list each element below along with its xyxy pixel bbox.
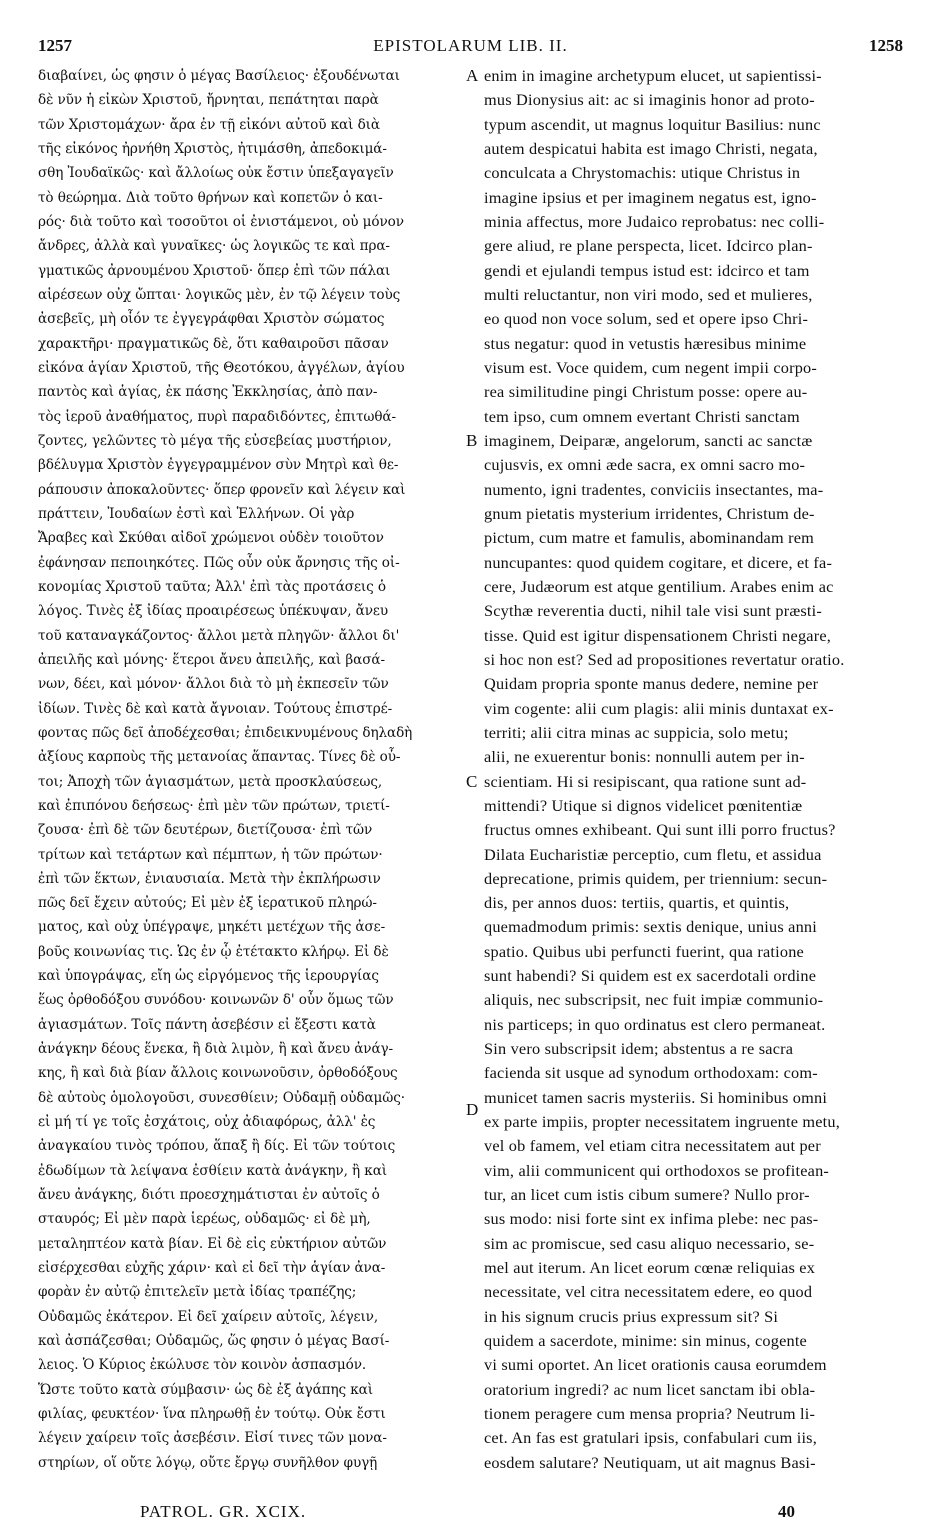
latin-text-line: tisse. Quid est igitur dispensationem Christi negare,	[484, 625, 832, 645]
footer-sheet-number: 40	[778, 1502, 795, 1521]
greek-text-line: ζουσα· ἐπὶ δὲ τῶν δευτέρων, διετίζουσα· ἐπὶ τῶν	[38, 822, 373, 839]
latin-text-line: vim, alii communicent qui orthodoxos se profitean-	[484, 1160, 830, 1180]
greek-text-line: λόγος. Τινὲς ἐξ ἰδίας προαιρέσεως ὑπέκυψαν, ἄνευ	[38, 603, 389, 620]
latin-text-line: tionem peragere cum mensa propria? Neutrum li-	[484, 1404, 816, 1424]
latin-text-line: territi; alii citra minas ac suppicia, solo metu;	[484, 722, 789, 742]
greek-text-line: καὶ ἀσπάζεσθαι; Οὐδαμῶς, ὥς φησιν ὁ μέγας Βασί-	[38, 1333, 390, 1350]
greek-text-line: κονομίας Χριστοῦ ταῦτα; Ἀλλ' ἐπὶ τὰς προτάσεις ὁ	[38, 578, 386, 595]
greek-text-line: τὸς ἱεροῦ ἀναθήματος, πυρὶ παραδιδόντες, ἐπιτωθά-	[38, 408, 397, 425]
greek-text-line: ἀναγκαίου τινὸς τρόπου, ἅπαξ ἢ δίς. Εἰ τῶν τούτοις	[38, 1138, 396, 1155]
greek-text-line: ἄνευ ἀνάγκης, διότι προεσχημάτισται ἐν αὐτοῖς ὁ	[38, 1187, 380, 1204]
latin-text-line: eo quod non voce solum, sed et opere ipso Chri-	[484, 309, 809, 329]
margin-letter-b: B	[466, 431, 478, 450]
latin-text-line: enim in imagine archetypum elucet, ut sapientissi-	[484, 66, 822, 85]
latin-text-line: vel ob famem, vel etiam citra necessitatem aut per	[484, 1136, 821, 1156]
latin-text-line: minia affectus, more Judaico reprobatus: nec colli-	[484, 211, 825, 231]
latin-text-line: stus negatur: quod in vetustis hæresibus minime	[484, 333, 807, 353]
greek-text-line: φιλίας, φευκτέον· ἵνα πληρωθῇ ἐν τούτῳ. Οὐκ ἔστι	[38, 1406, 386, 1423]
greek-text-line: μεταληπτέον κατὰ βίαν. Εἰ δὲ εἰς εὐκτήριον αὐτῶν	[38, 1235, 387, 1252]
latin-text-line: Quidam propria sponte manus dedere, nemine per	[484, 674, 819, 694]
latin-text-line: Sin vero subscripsit idem; abstentus a re sacra	[484, 1039, 794, 1059]
footer-signature: PATROL. GR. XCIX.	[140, 1502, 307, 1521]
greek-text-line: Ἄραβες καὶ Σκύθαι αἰδοῖ χρώμενοι οὐδὲν τοιοῦτον	[38, 530, 384, 547]
greek-text-line: ἀξίους καρποὺς τῆς μετανοίας ἅπαντας. Τίνες δὲ οὗ-	[38, 749, 401, 766]
latin-text-line: imaginem, Deiparæ, angelorum, sancti ac sanctæ	[484, 430, 813, 450]
greek-text-line: διαβαίνει, ὡς φησιν ὁ μέγας Βασίλειος· ἐξουδένωται	[38, 68, 400, 84]
latin-text-line: necessitate, vel citra necessitatem edere, eo quod	[484, 1282, 813, 1302]
greek-text-line: καὶ ὑπογράψας, εἴη ὡς εἰργόμενος τῆς ἱερουργίας	[38, 968, 379, 985]
latin-text-line: ex parte impiis, propter necessitatem ingruente metu,	[484, 1112, 841, 1132]
margin-letter-c: C	[466, 772, 478, 791]
latin-text-line: numento, igni tradentes, conviciis insectantes, ma-	[484, 479, 824, 499]
greek-text-line: ἐδωδίμων τὰ λείψανα ἐσθίειν κατὰ ἀνάγκην, ἢ καὶ	[38, 1162, 388, 1179]
latin-text-line: cujusvis, ex omni æde sacra, ex omni sacro mo-	[484, 455, 806, 475]
greek-text-line: φοντας πῶς δεῖ ἀποδέχεσθαι; ἐπιδεικνυμένους δηλαδὴ	[38, 724, 413, 741]
greek-text-line: ἀσεβεῖς, μὴ οἷόν τε ἐγγεγράφθαι Χριστὸν σώματος	[38, 311, 385, 328]
latin-text-line: dis, per annos duos: tertiis, quartis, et quintis,	[484, 893, 790, 913]
latin-text-line: sunt habendi? Si quidem est ex sacerdotali ordine	[484, 966, 817, 986]
page-footer	[0, 1502, 941, 1526]
latin-text-line: oratorium ingredi? ac num licet sanctam ibi obla-	[484, 1379, 816, 1399]
greek-text-line: σθη Ἰουδαϊκῶς· καὶ ἄλλοίως οὐκ ἔστιν ὑπεξαγαγεῖν	[38, 165, 394, 182]
latin-text-line: visum est. Voce quidem, cum negent impii corpo-	[484, 357, 818, 377]
latin-column	[484, 64, 904, 1475]
latin-text-line: imagine ipsius et per imaginem negatus est, igno-	[484, 187, 817, 207]
greek-text-line: χαρακτῆρι· πραγματικῶς δὲ, ὅτι καθαιροῦσι πᾶσαν	[38, 335, 389, 352]
greek-text-line: Οὐδαμῶς ἑκάτερον. Εἰ δεῖ χαίρειν αὐτοῖς, λέγειν,	[38, 1308, 379, 1325]
greek-text-line: ἐπὶ τῶν ἕκτων, ἐνιαυσιαία. Μετὰ τὴν ἐκπλήρωσιν	[38, 870, 381, 887]
latin-text-line: deprecatione, primis quidem, per triennium: secun-	[484, 868, 828, 888]
greek-text-line: παντὸς καὶ ἁγίας, ἐκ πάσης Ἐκκλησίας, ἀπὸ παν-	[38, 384, 378, 401]
latin-text-line: gnum pietatis mysterium irridentes, Christum de-	[484, 503, 815, 523]
latin-text-line: nuncupantes: quod quidem cogitare, et dicere, et fa-	[484, 552, 833, 572]
greek-text-line: τοῦ καταναγκάζοντος· ἄλλοι μετὰ πληγῶν· ἄλλοι δι'	[38, 627, 400, 644]
greek-text-line: κης, ἢ καὶ διὰ βίαν ἄλλοις κοινωνοῦσιν, ὀρθοδόξους	[38, 1065, 398, 1082]
latin-text-line: gere aliud, re plane perspecta, licet. Idcirco plan-	[484, 236, 813, 256]
greek-text-line: βδέλυγμα Χριστὸν ἐγγεγραμμένον σὺν Μητρὶ καὶ θε-	[38, 457, 399, 474]
latin-text-line: spatio. Quibus ubi perfuncti fuerint, qua ratione	[484, 941, 804, 961]
greek-text-line: ἀπειλῆς καὶ μόνης· ἕτεροι ἄνευ ἀπειλῆς, καὶ βασά-	[38, 651, 385, 668]
greek-text-line: τῶν Χριστομάχων· ἄρα ἐν τῇ εἰκόνι αὐτοῦ καὶ διὰ	[38, 116, 380, 133]
greek-text-line: τρίτων καὶ τετάρτων καὶ πέμπτων, ἡ τῶν πρώτων·	[38, 846, 383, 863]
latin-text-line: vim cogente: alii cum plagis: alii minis duntaxat ex-	[484, 698, 834, 718]
latin-text-line: mittendi? Utique si dignos videlicet pœnitentiæ	[484, 795, 803, 815]
latin-text-line: facienda sit usque ad synodum orthodoxam: com-	[484, 1063, 818, 1083]
latin-text-line: Dilata Eucharistiæ perceptio, cum fletu, et assidua	[484, 844, 822, 864]
greek-column	[38, 64, 456, 1475]
greek-text-line: εἰ μή τί γε τοῖς ἐσχάτοις, οὐχ ἀδιαφόρως, ἀλλ' ἐς	[38, 1114, 376, 1131]
greek-text-line: σταυρός; Εἰ μὲν παρὰ ἱερέως, οὐδαμῶς· εἰ δὲ μὴ,	[38, 1211, 371, 1228]
latin-text-line: cere, Judæorum est atque gentilium. Arabes enim ac	[484, 576, 834, 596]
greek-text-line: εἰκόνα ἁγίαν Χριστοῦ, τῆς Θεοτόκου, ἀγγέλων, ἁγίου	[38, 359, 405, 376]
greek-text-line: βοῦς κοινωνίας τις. Ὡς ἐν ᾧ ἐτέτακτο κλήρῳ. Εἰ δὲ	[38, 943, 389, 960]
greek-text-line: καὶ ἐπιπόνου δεήσεως· ἐπὶ μὲν τῶν πρώτων, τριετί-	[38, 797, 390, 814]
latin-text-line: quidem a sacerdote, minime: sin minus, cogente	[484, 1331, 807, 1351]
greek-text-line: λέγειν χαίρειν τοῖς ἀσεβέσιν. Εἰσί τινες τῶν μονα-	[38, 1430, 387, 1447]
greek-text-line: τῆς εἰκόνος ἠρνήθη Χριστὸς, ἠτιμάσθη, ἀπεδοκιμά-	[38, 140, 387, 157]
greek-text-line: ρός· διὰ τοῦτο καὶ τοσοῦτοι οἱ ἐνιστάμενοι, οὐ μόνον	[38, 213, 404, 230]
latin-text-line: autem despicatui habita est imago Christi, negata,	[484, 138, 818, 158]
latin-text-line: municet tamen sacris mysteriis. Si hominibus omni	[484, 1087, 828, 1107]
greek-text-line: νων, δέει, καὶ μόνον· ἄλλοι διὰ τὸ μὴ ἐκπεσεῖν τῶν	[38, 676, 389, 693]
greek-text-line: δὲ νῦν ἡ εἰκὼν Χριστοῦ, ἤρνηται, πεπάτηται παρὰ	[38, 92, 379, 109]
latin-text-line: mus Dionysius ait: ac si imaginis honor ad proto-	[484, 90, 815, 110]
latin-text-line: sus modo: nisi forte sint ex infima plebe: nec pas-	[484, 1209, 819, 1229]
margin-letter-d: D	[466, 1100, 479, 1119]
latin-text-line: eosdem salutare? Neutiquam, ut ait magnus Basi-	[484, 1452, 816, 1472]
latin-text-line: si hoc non est? Sed ad propositiones revertatur oratio.	[484, 649, 845, 669]
latin-text-line: rea similitudine pingi Christum posse: opere au-	[484, 382, 808, 402]
greek-text-line: ἄνδρες, ἀλλὰ καὶ γυναῖκες· ὡς λογικῶς τε καὶ πρα-	[38, 238, 390, 255]
latin-text-line: in his signum crucis prius expressum sit? Si	[484, 1306, 779, 1326]
greek-text-line: ράπουσιν ἀποκαλοῦντες· ὅπερ φρονεῖν καὶ λέγειν καὶ	[38, 481, 406, 498]
latin-text-line: quemadmodum primis: sextis denique, unius anni	[484, 917, 817, 937]
greek-text-line: εἰσέρχεσθαι εὐχῆς χάριν· καὶ εἰ δεῖ τὴν ἁγίαν ἀνα-	[38, 1260, 386, 1277]
greek-text-line: πῶς δεῖ ἔχειν αὐτούς; Εἰ μὲν ἐξ ἱερατικοῦ πληρώ-	[38, 895, 377, 912]
latin-text-line: alii, ne exuerentur bonis: nonnulli autem per in-	[484, 747, 805, 767]
greek-text-line: Ὥστε τοῦτο κατὰ σύμβασιν· ὡς δὲ ἐξ ἀγάπης καὶ	[38, 1381, 373, 1398]
running-title: EPISTOLARUM LIB. II.	[373, 36, 568, 55]
greek-text-line: λειος. Ὁ Κύριος ἐκώλυσε τὸν κοινὸν ἀσπασμόν.	[38, 1357, 367, 1374]
latin-text-line: pictum, cum matre et famulis, abominandam rem	[484, 528, 815, 548]
latin-text-line: sim ac promiscue, sed casu aliquo necessario, se-	[484, 1233, 815, 1253]
latin-text-line: mel aut iterum. An licet eorum cœnæ reliquias ex	[484, 1258, 816, 1278]
latin-text-line: scientiam. Hi si resipiscant, qua ratione sunt ad-	[484, 771, 807, 791]
latin-text-line: gendi et ejulandi tempus istud est: idcirco et tam	[484, 260, 810, 280]
page-number-left: 1257	[38, 36, 72, 55]
latin-text-line: Scythæ reverentia ducti, nihil tale visi sunt præsti-	[484, 601, 822, 621]
greek-text-line: γματικῶς ἀρνουμένου Χριστοῦ· ὅπερ ἐπὶ τῶν πάλαι	[38, 262, 391, 279]
greek-text-line: ἐφάνησαν πεποιηκότες. Πῶς οὖν οὐκ ἄρνησις τῆς οἰ-	[38, 554, 400, 571]
greek-text-line: τοι; Ἀποχὴ τῶν ἁγιασμάτων, μετὰ προσκλαύσεως,	[38, 773, 383, 790]
latin-text-line: typum ascendit, ut magnus loquitur Basilius: nunc	[484, 114, 821, 134]
margin-letter-a: A	[466, 66, 479, 85]
greek-text-line: δὲ αὐτοὺς ὁμολογοῦσι, συνεσθίειν; Οὐδαμῇ οὐδαμῶς·	[38, 1089, 405, 1106]
latin-text-line: nis particeps; in quo ordinatus est clero permaneat.	[484, 1014, 826, 1034]
latin-text-line: conculcata a Chrystomachis: utique Christus in	[484, 163, 801, 183]
latin-text-line: aliquis, nec subscripsit, nec fuit impiæ communio-	[484, 990, 824, 1010]
latin-text-line: fructus omnes exhibeant. Qui sunt illi porro fructus?	[484, 820, 836, 840]
latin-text-line: multi reluctantur, non viri modo, sed et mulieres,	[484, 284, 813, 304]
greek-text-line: αἱρέσεων οὐχ ὤπται· λογικῶς μὲν, ἐν τῷ λέγειν τοὺς	[38, 286, 401, 303]
greek-text-line: φορὰν ἐν αὐτῷ ἐπιτελεῖν μετὰ ἰδίας τραπέζης;	[38, 1284, 357, 1301]
greek-text-line: τὸ θεώρημα. Διὰ τοῦτο θρήνων καὶ κοπετῶν ὁ και-	[38, 189, 383, 206]
greek-text-line: ἰδίων. Τινὲς δὲ καὶ κατὰ ἄγνοιαν. Τούτους ἐπιστρέ-	[38, 700, 393, 717]
greek-text-line: στηρίων, οἵ οὔτε λόγῳ, οὔτε ἔργῳ συνῆλθον φυγῇ	[38, 1454, 378, 1471]
greek-text-line: ματος, καὶ οὐχ ὑπέγραψε, μηκέτι μετέχων τῆς ἀσε-	[38, 919, 386, 936]
greek-text-line: πράττειν, Ἰουδαίων ἐστὶ καὶ Ἑλλήνων. Οἱ γὰρ	[38, 505, 355, 522]
greek-text-line: ζοντες, γελῶντες τὸ μέγα τῆς εὐσεβείας μυστήριον,	[38, 432, 392, 449]
greek-text-line: ἕως ὀρθοδόξου συνόδου· κοινωνῶν δ' οὖν ὅμως τῶν	[38, 992, 394, 1009]
latin-text-line: cet. An fas est gratulari ipsis, confabulari cum iis,	[484, 1428, 817, 1448]
greek-text-line: ἁγιασμάτων. Τοῖς πάντη ἀσεβέσιν εἰ ἔξεστι κατὰ	[38, 1016, 376, 1033]
latin-text-line: vi sumi oportet. An licet orationis causa eorumdem	[484, 1355, 827, 1375]
latin-text-line: tur, an licet cum istis cibum sumere? Nullo pror-	[484, 1185, 810, 1205]
greek-text-line: ἀνάγκην δέους ἕνεκα, ἢ διὰ λιμὸν, ἢ καὶ ἄνευ ἀνάγ-	[38, 1041, 394, 1058]
running-header	[0, 36, 941, 60]
latin-text-line: tem ipso, cum omnem evertant Christi sanctam	[484, 406, 800, 426]
page-number-right: 1258	[869, 36, 903, 55]
